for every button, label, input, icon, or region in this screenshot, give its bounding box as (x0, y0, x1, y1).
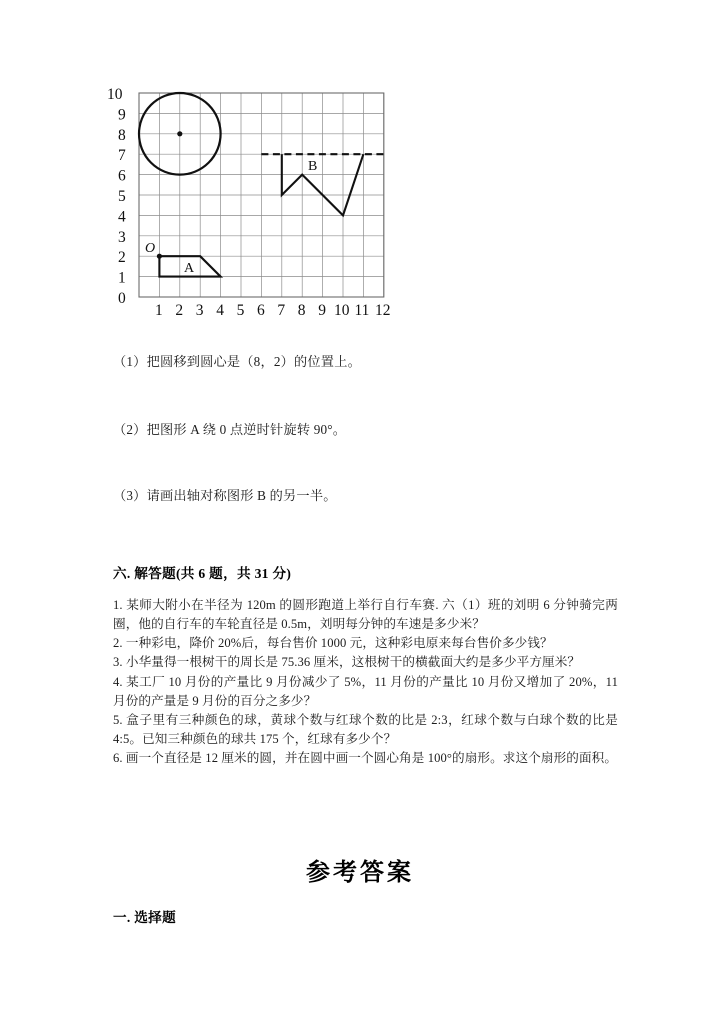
problem-item: 4. 某工厂 10 月份的产量比 9 月份减少了 5%，11 月份的产量比 10 月份又增加了 20%，11 月份的产量是 9 月份的百分之多少？ (113, 674, 618, 708)
svg-text:4: 4 (216, 302, 224, 319)
section-six-problems (113, 596, 618, 768)
grid-svg (105, 80, 405, 320)
problem-item: 6. 画一个直径是 12 厘米的圆，并在圆中画一个圆心角是 100°的扇形。求这个扇形的面积。 (113, 751, 618, 766)
svg-text:10: 10 (107, 86, 123, 103)
sub-questions-list (113, 352, 633, 505)
svg-text:7: 7 (118, 147, 126, 165)
circle-center-dot (177, 131, 182, 136)
svg-text:7: 7 (277, 302, 286, 319)
svg-text:10: 10 (334, 302, 350, 319)
problem-item: 2. 一种彩电，降价 20%后，每台售价 1000 元，这种彩电原来每台售价多少钱？ (113, 636, 553, 651)
sub-question-3: （3）请画出轴对称图形 B 的另一半。 (113, 487, 337, 503)
svg-text:5: 5 (236, 302, 245, 319)
label-O: O (145, 241, 156, 256)
svg-text:12: 12 (375, 302, 391, 319)
grid-lines (139, 93, 384, 297)
svg-text:3: 3 (118, 228, 126, 246)
answer-key-title: 参考答案 (306, 860, 414, 886)
svg-text:2: 2 (175, 302, 184, 319)
section-one-heading: 一. 选择题 (113, 910, 176, 925)
y-axis-labels (107, 86, 126, 307)
svg-text:6: 6 (118, 167, 126, 185)
sub-question-2: （2）把图形 A 绕 0 点逆时针旋转 90°。 (113, 421, 347, 437)
label-B: B (308, 159, 318, 174)
problem-item: 5. 盒子里有三种颜色的球，黄球个数与红球个数的比是 2:3，红球个数与白球个数的比是 4:5。已知三种颜色的球共 175 个，红球有多少个？ (113, 712, 618, 746)
svg-text:0: 0 (118, 290, 126, 307)
sub-question-1: （1）把圆移到圆心是（8，2）的位置上。 (113, 354, 361, 369)
section-six-heading: 六. 解答题(共 6 题，共 31 分) (113, 566, 292, 581)
coordinate-grid-figure (105, 80, 405, 320)
svg-text:9: 9 (118, 106, 126, 124)
svg-text:5: 5 (118, 188, 126, 205)
svg-text:4: 4 (118, 208, 126, 226)
svg-text:8: 8 (118, 126, 126, 144)
problem-item: 1. 某师大附小在半径为 120m 的圆形跑道上举行自行车赛. 六（1）班的刘明 6 分钟骑完两圈，他的自行车的车轮直径是 0.5m，刘明每分钟的车速是多少米？ (113, 598, 618, 632)
svg-text:3: 3 (195, 302, 204, 319)
label-A: A (184, 261, 195, 276)
x-axis-labels (155, 302, 391, 319)
svg-text:8: 8 (297, 302, 306, 319)
svg-text:1: 1 (155, 302, 163, 319)
svg-text:11: 11 (354, 302, 370, 319)
problem-item: 3. 小华量得一根树干的周长是 75.36 厘米，这根树干的横截面大约是多少平方厘米？ (113, 655, 581, 670)
origin-point-O-dot (157, 254, 162, 259)
svg-text:1: 1 (118, 269, 126, 287)
svg-text:6: 6 (257, 302, 265, 319)
svg-text:9: 9 (318, 302, 326, 319)
svg-text:2: 2 (118, 249, 126, 267)
